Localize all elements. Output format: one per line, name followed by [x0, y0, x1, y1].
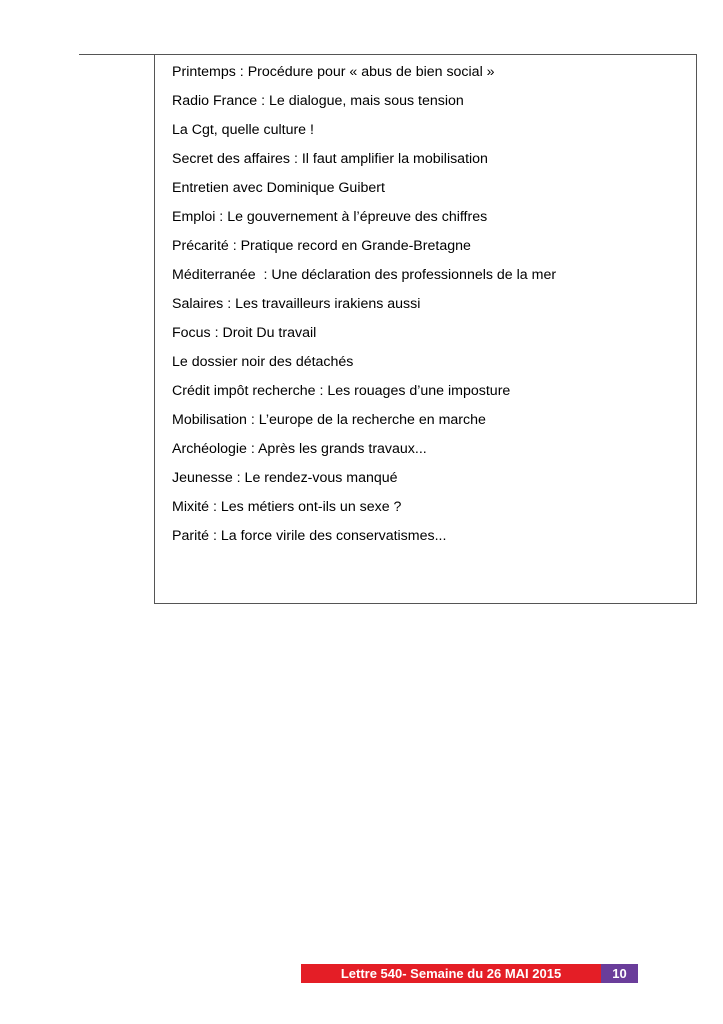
list-item: Radio France : Le dialogue, mais sous tension	[172, 93, 464, 109]
list-item: Emploi : Le gouvernement à l’épreuve des chiffres	[172, 209, 488, 225]
list-item: Mobilisation : L’europe de la recherche en marche	[172, 412, 486, 428]
list-item: Mixité : Les métiers ont-ils un sexe ?	[172, 499, 402, 515]
list-item: Méditerranée : Une déclaration des professionnels de la mer	[172, 267, 557, 283]
page-footer	[301, 964, 638, 983]
list-item: Précarité : Pratique record en Grande-Bretagne	[172, 238, 471, 254]
list-item: Jeunesse : Le rendez-vous manqué	[172, 470, 398, 486]
article-list	[172, 62, 556, 555]
footer-issue-label: Lettre 540- Semaine du 26 MAI 2015	[301, 964, 601, 983]
list-item: Crédit impôt recherche : Les rouages d’une imposture	[172, 383, 511, 399]
list-item: Entretien avec Dominique Guibert	[172, 180, 385, 196]
list-item: Le dossier noir des détachés	[172, 354, 354, 370]
page-number: 10	[601, 964, 638, 983]
top-rule	[79, 54, 155, 55]
list-item: Focus : Droit Du travail	[172, 325, 317, 341]
list-item: Archéologie : Après les grands travaux...	[172, 441, 427, 457]
list-item: Printemps : Procédure pour « abus de bien social »	[172, 64, 495, 80]
list-item: Secret des affaires : Il faut amplifier la mobilisation	[172, 151, 488, 167]
list-item: Parité : La force virile des conservatismes...	[172, 528, 447, 544]
list-item: La Cgt, quelle culture !	[172, 122, 314, 138]
list-item: Salaires : Les travailleurs irakiens aussi	[172, 296, 421, 312]
article-list-box	[154, 54, 697, 604]
